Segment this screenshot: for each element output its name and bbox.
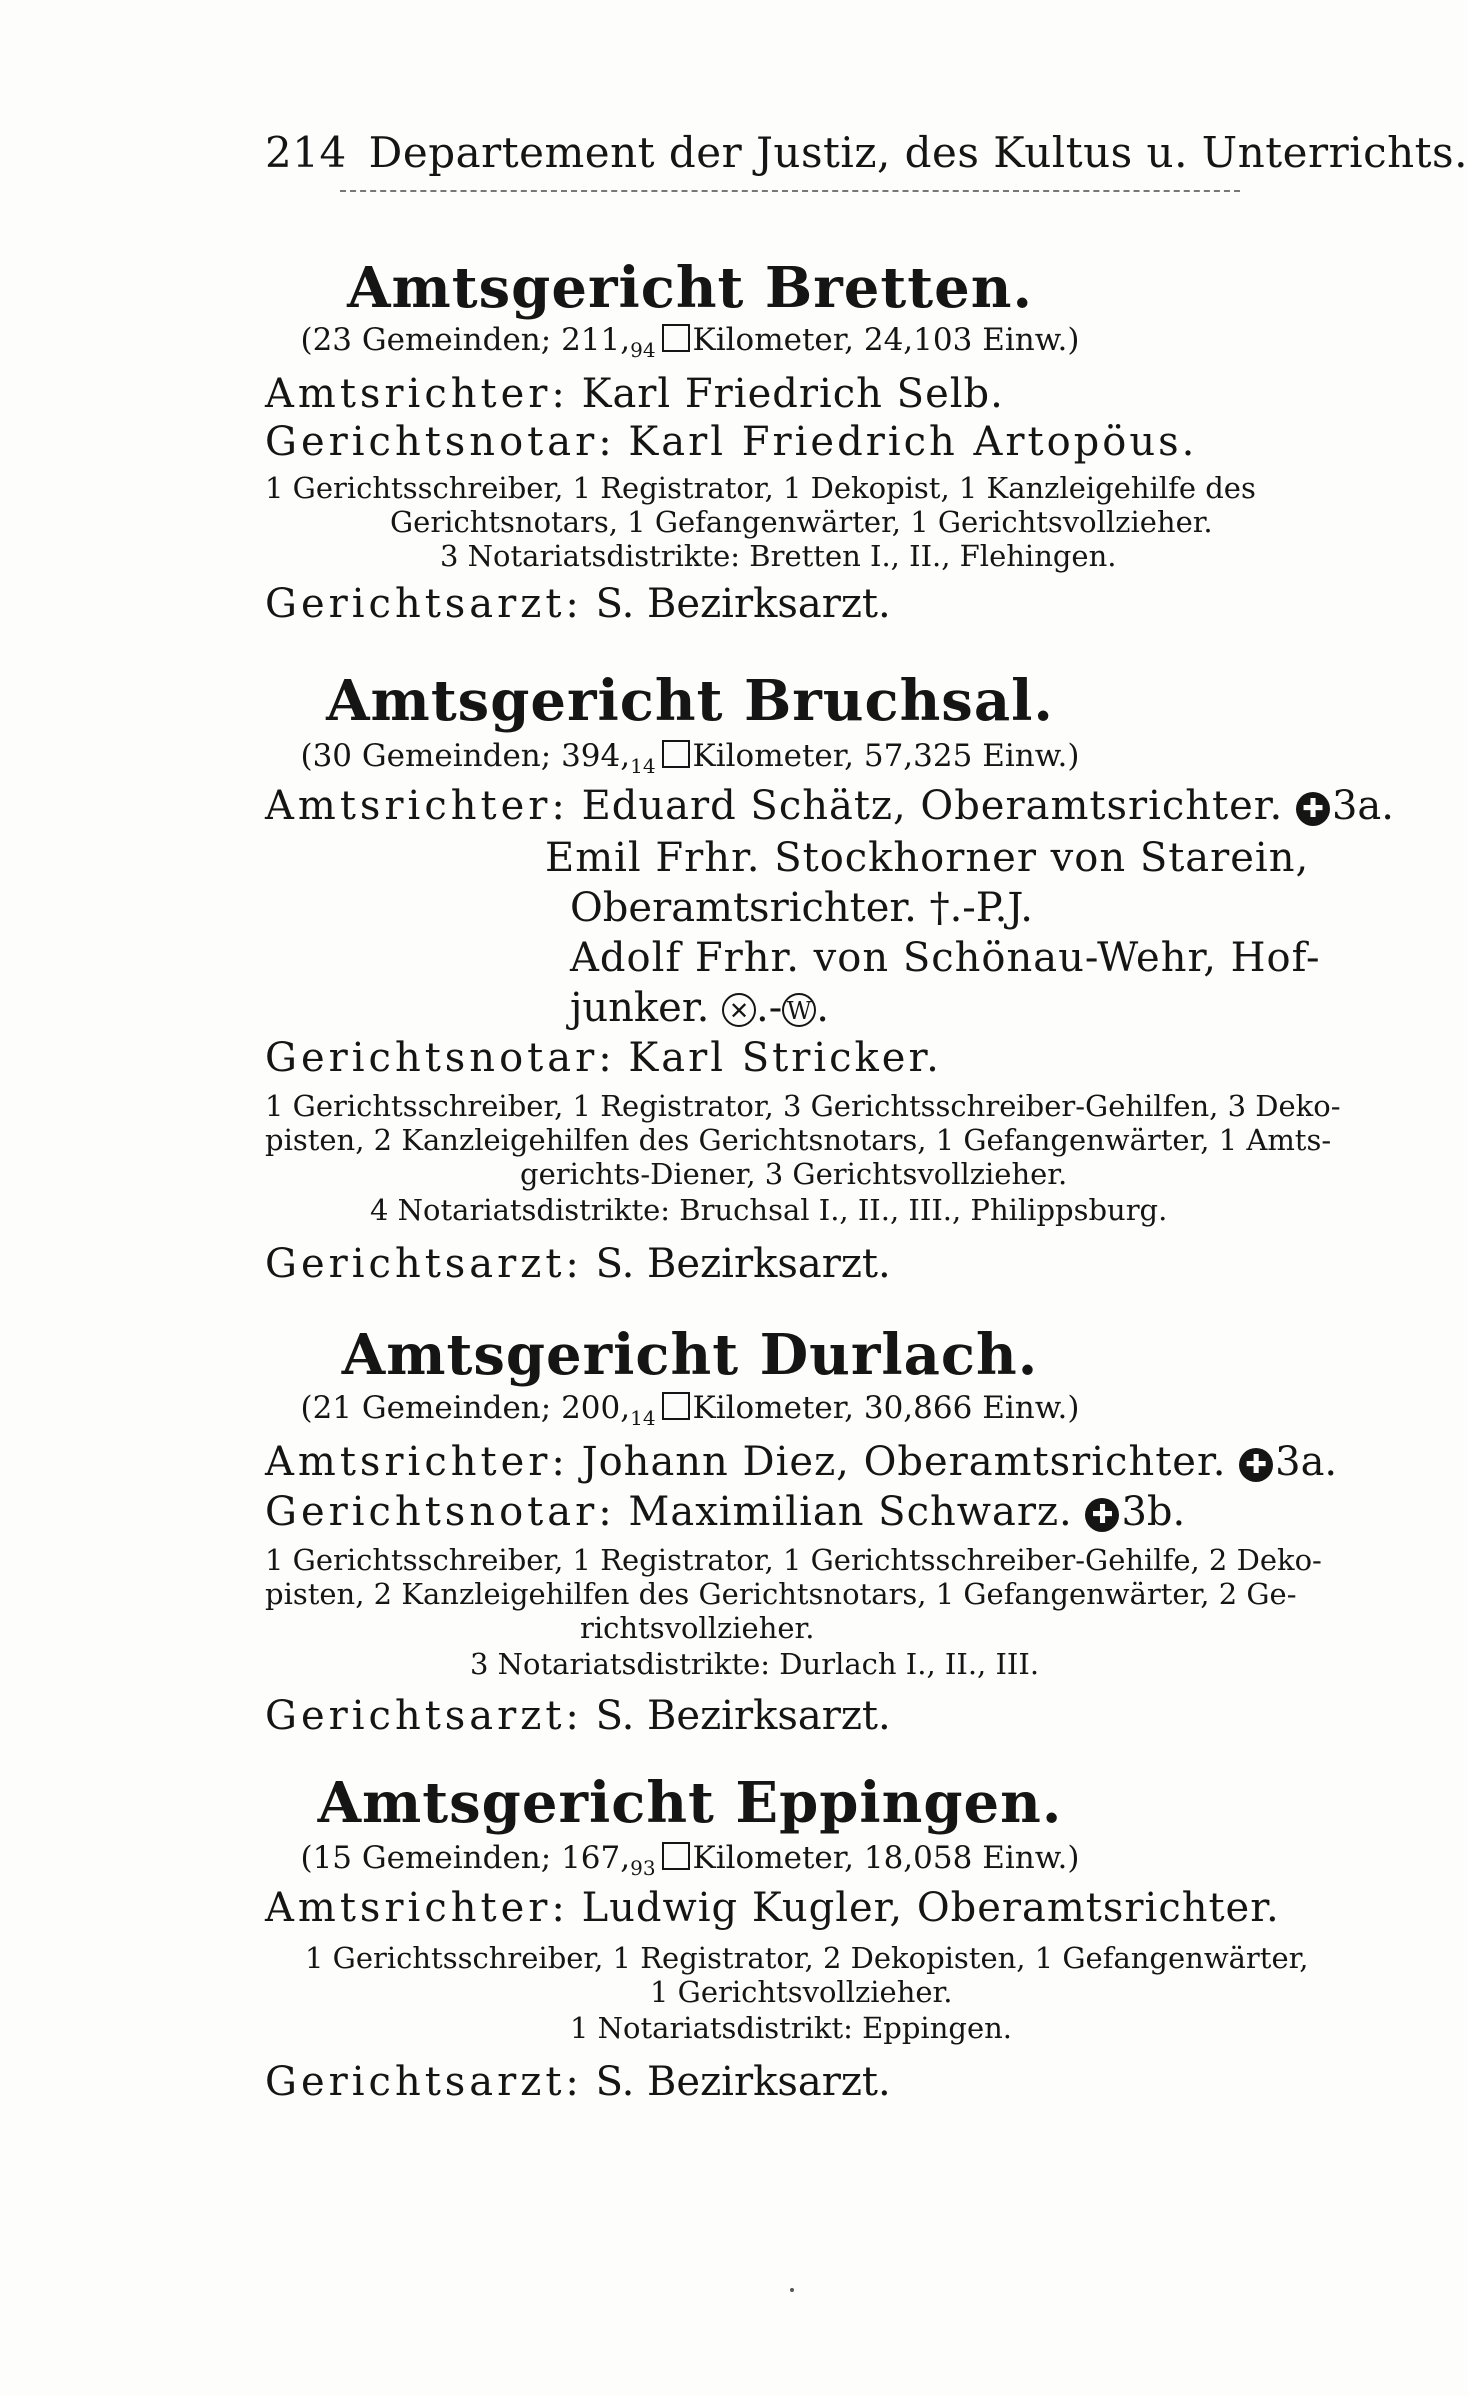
order-separator: .- (756, 985, 783, 1031)
square-icon (662, 740, 690, 768)
person-name: Maximilian Schwarz. (628, 1489, 1073, 1535)
staff-line: gerichts-Diener, 3 Gerichtsvollzieher. (520, 1157, 1068, 1191)
square-icon (662, 1392, 690, 1420)
judge-line (570, 984, 829, 1032)
order-cross-icon: ✚ (1239, 1448, 1273, 1482)
arzt-line (265, 2058, 891, 2106)
staff-line: 1 Gerichtsschreiber, 1 Registrator, 2 Dekopisten, 1 Gefangenwärter, (305, 1941, 1309, 1975)
notar-line (265, 418, 1197, 466)
amtsrichter-line (265, 1884, 1280, 1932)
role-label: Amtsrichter: (265, 783, 569, 829)
role-label: Gerichtsarzt: (265, 1241, 583, 1287)
square-icon (662, 324, 690, 352)
role-label: Gerichtsnotar: (265, 1035, 616, 1081)
running-head-title: Departement der Justiz, des Kultus u. Unterrichts. (368, 128, 1468, 177)
running-head (265, 128, 1468, 177)
stats-sub: 94 (630, 338, 656, 363)
stats-text: (30 Gemeinden; 394, (300, 738, 631, 774)
arzt-value: S. Bezirksarzt. (595, 2059, 891, 2105)
order-class: 3a. (1275, 1439, 1338, 1485)
person-name: Eduard Schätz, Oberamtsrichter. (581, 783, 1284, 829)
role-label: Amtsrichter: (265, 1439, 569, 1485)
stats-text: Kilometer, 24,103 Einw.) (692, 322, 1080, 358)
arzt-value: S. Bezirksarzt. (595, 581, 891, 627)
person-name: Karl Friedrich Artopöus. (628, 419, 1198, 465)
order-separator: . (816, 985, 829, 1031)
staff-line: pisten, 2 Kanzleigehilfen des Gerichtsnotars, 1 Gefangenwärter, 1 Amts- (265, 1123, 1332, 1157)
districts-line: 3 Notariatsdistrikte: Durlach I., II., III. (470, 1647, 1040, 1681)
section-title-eppingen: Amtsgericht Eppingen. (317, 1770, 1063, 1836)
stats-text: Kilometer, 57,325 Einw.) (692, 738, 1080, 774)
header-rule (340, 190, 1240, 192)
order-class: 3a. (1331, 783, 1394, 829)
section-title-durlach: Amtsgericht Durlach. (341, 1322, 1039, 1388)
judge-line: Emil Frhr. Stockhorner von Starein, (545, 835, 1310, 881)
stats-text: Kilometer, 18,058 Einw.) (692, 1840, 1080, 1876)
arzt-line (265, 1240, 891, 1288)
staff-line: 1 Gerichtsvollzieher. (650, 1975, 953, 2009)
stats-eppingen (0, 1840, 1380, 1880)
districts-line: 3 Notariatsdistrikte: Bretten I., II., Flehingen. (440, 539, 1117, 573)
order-abbrev: †.-P.J. (929, 885, 1033, 931)
order-w-icon: W (782, 993, 816, 1027)
page-number: 214 (265, 128, 347, 177)
judge-line: Adolf Frhr. von Schönau-Wehr, Hof- (570, 935, 1321, 981)
role-label: Gerichtsarzt: (265, 581, 583, 627)
role-label: Amtsrichter: (265, 371, 569, 417)
section-title-bruchsal: Amtsgericht Bruchsal. (326, 668, 1054, 734)
role-label: Gerichtsarzt: (265, 2059, 583, 2105)
print-speck (790, 2288, 794, 2292)
person-title: Oberamtsrichter. (570, 885, 917, 931)
amtsrichter-line (265, 1438, 1337, 1486)
amtsrichter-line (265, 370, 1004, 418)
section-title-bretten: Amtsgericht Bretten. (347, 255, 1033, 321)
stats-bretten (0, 322, 1380, 362)
districts-line: 4 Notariatsdistrikte: Bruchsal I., II., III., Philippsburg. (370, 1193, 1168, 1227)
arzt-value: S. Bezirksarzt. (595, 1241, 891, 1287)
order-class: 3b. (1121, 1489, 1186, 1535)
role-label: Gerichtsarzt: (265, 1693, 583, 1739)
person-name: Johann Diez, Oberamtsrichter. (581, 1439, 1227, 1485)
judge-line (570, 884, 1033, 932)
notar-line (265, 1034, 942, 1082)
stats-text: (23 Gemeinden; 211, (300, 322, 631, 358)
staff-line: Gerichtsnotars, 1 Gefangenwärter, 1 Gerichtsvollzieher. (390, 505, 1213, 539)
staff-line: 1 Gerichtsschreiber, 1 Registrator, 1 Gerichtsschreiber-Gehilfe, 2 Deko- (265, 1543, 1322, 1577)
person-name: Karl Friedrich Selb. (581, 371, 1004, 417)
stats-text: Kilometer, 30,866 Einw.) (692, 1390, 1080, 1426)
order-cross-icon: ✚ (1296, 792, 1330, 826)
person-name: Ludwig Kugler, Oberamtsrichter. (581, 1885, 1280, 1931)
stats-text: (21 Gemeinden; 200, (300, 1390, 631, 1426)
square-icon (662, 1842, 690, 1870)
person-name: Karl Stricker. (628, 1035, 942, 1081)
districts-line: 1 Notariatsdistrikt: Eppingen. (570, 2011, 1013, 2045)
staff-line: 1 Gerichtsschreiber, 1 Registrator, 3 Gerichtsschreiber-Gehilfen, 3 Deko- (265, 1089, 1341, 1123)
stats-text: (15 Gemeinden; 167, (300, 1840, 631, 1876)
role-label: Gerichtsnotar: (265, 1489, 616, 1535)
arzt-value: S. Bezirksarzt. (595, 1693, 891, 1739)
staff-line: richtsvollzieher. (580, 1611, 815, 1645)
person-title: junker. (570, 985, 710, 1031)
arzt-line (265, 1692, 891, 1740)
staff-line: pisten, 2 Kanzleigehilfen des Gerichtsnotars, 1 Gefangenwärter, 2 Ge- (265, 1577, 1297, 1611)
arzt-line (265, 580, 891, 628)
order-cross-icon: ✚ (1085, 1498, 1119, 1532)
stats-sub: 14 (630, 1406, 656, 1431)
stats-durlach (0, 1390, 1380, 1430)
role-label: Amtsrichter: (265, 1885, 569, 1931)
amtsrichter-line (265, 782, 1394, 830)
role-label: Gerichtsnotar: (265, 419, 616, 465)
notar-line (265, 1488, 1185, 1536)
staff-line: 1 Gerichtsschreiber, 1 Registrator, 1 Dekopist, 1 Kanzleigehilfe des (265, 471, 1256, 505)
stats-sub: 93 (630, 1856, 656, 1881)
stats-bruchsal (0, 738, 1380, 778)
order-swords-icon: ✕ (722, 993, 756, 1027)
stats-sub: 14 (630, 754, 656, 779)
